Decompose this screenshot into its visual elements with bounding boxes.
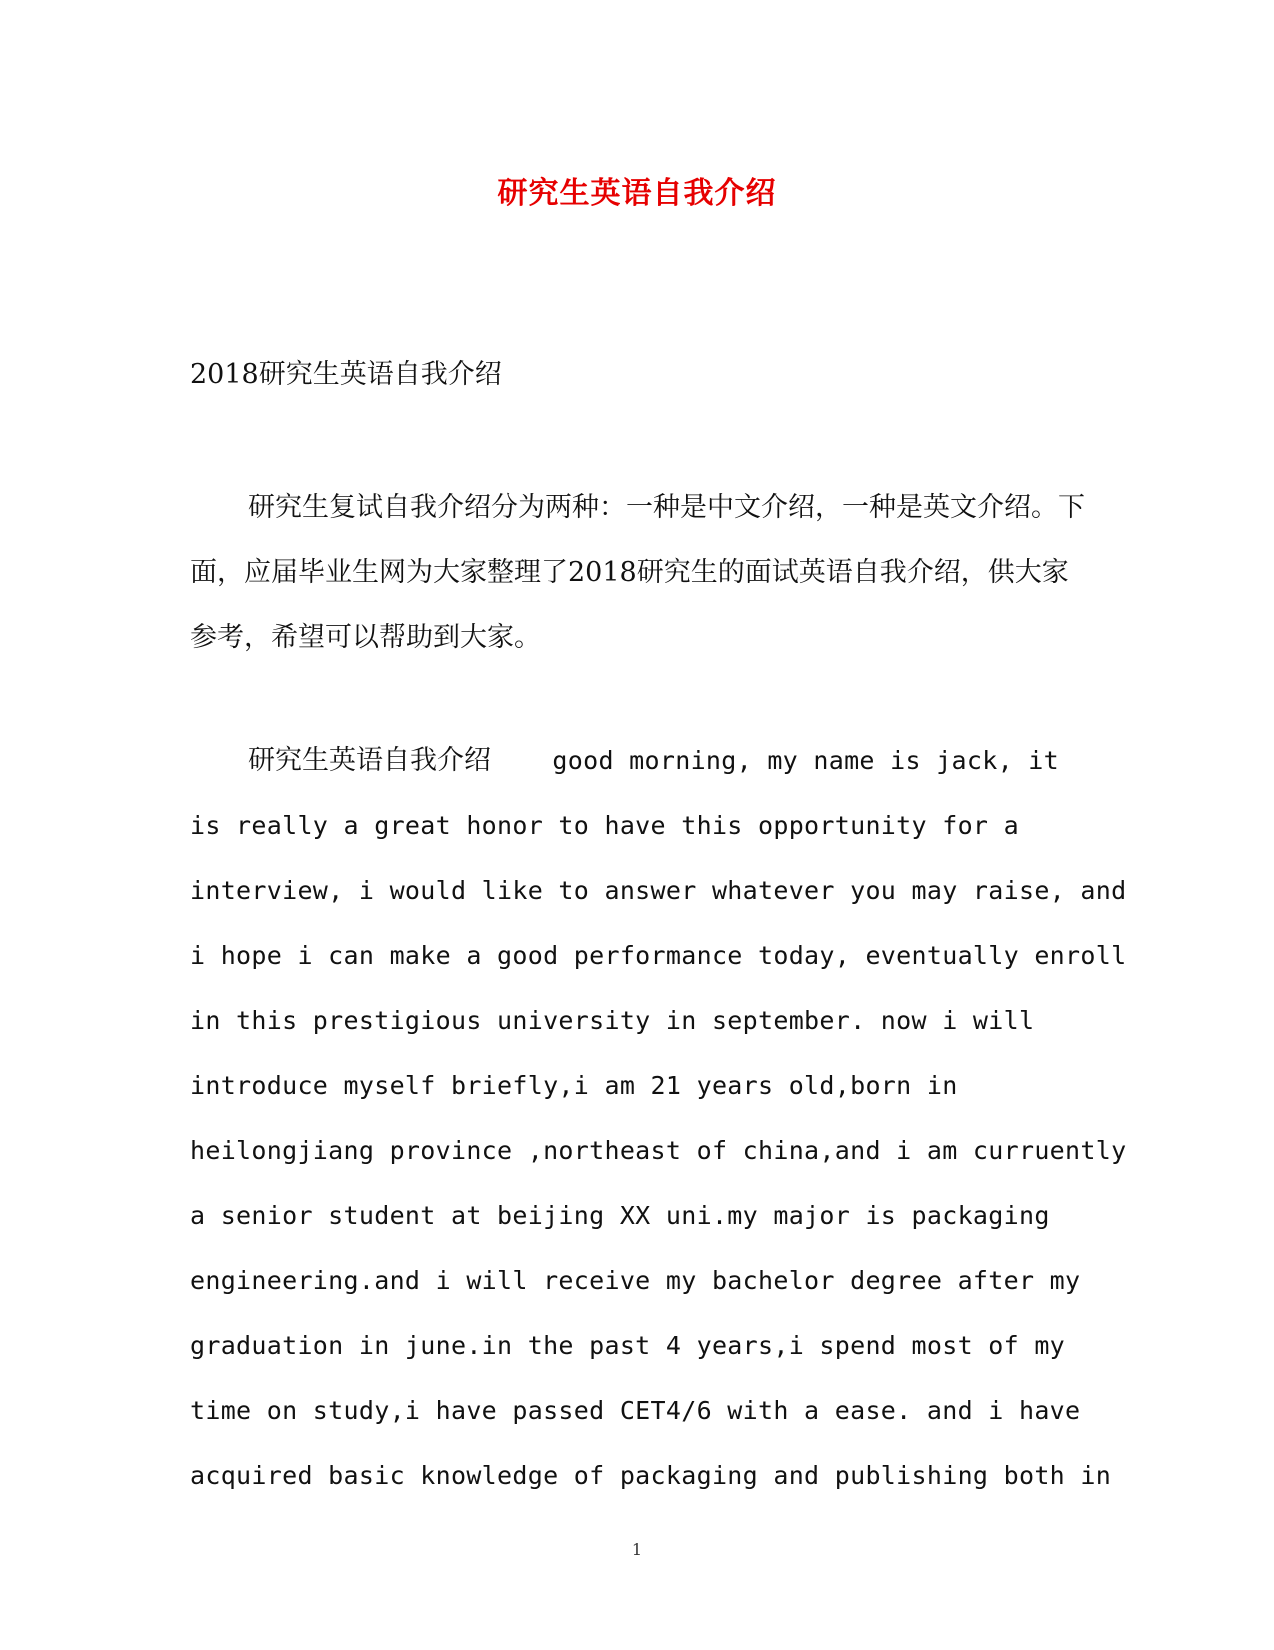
english-line: engineering.and i will receive my bachelor degree after my xyxy=(190,1266,1081,1295)
english-line: interview, i would like to answer whatever you may raise, and xyxy=(190,876,1127,905)
english-section-heading: 研究生英语自我介绍 xyxy=(248,745,491,776)
english-line: time on study,i have passed CET4/6 with a ease. and i have xyxy=(190,1396,1081,1425)
english-line: is really a great honor to have this opportunity for a xyxy=(190,811,1019,840)
english-line: heilongjiang province ,northeast of china,and i am curruently xyxy=(190,1136,1127,1165)
english-line: graduation in june.in the past 4 years,i spend most of my xyxy=(190,1331,1066,1360)
english-intro-paragraph xyxy=(190,728,1127,1508)
english-line-text: good morning, my name is jack, it xyxy=(552,746,1059,775)
english-line xyxy=(190,728,1090,793)
document-title: 研究生英语自我介绍 xyxy=(497,176,777,211)
english-line: i hope i can make a good performance today, eventually enroll xyxy=(190,941,1127,970)
document-subtitle: 2018研究生英语自我介绍 xyxy=(190,359,502,390)
intro-paragraph: 研究生复试自我介绍分为两种：一种是中文介绍，一种是英文介绍。下面，应届毕业生网为大家整理了2018研究生的面试英语自我介绍，供大家参考，希望可以帮助到大家。 xyxy=(190,492,1085,653)
english-line: acquired basic knowledge of packaging and publishing both in xyxy=(190,1461,1112,1490)
english-line: a senior student at beijing XX uni.my major is packaging xyxy=(190,1201,1050,1230)
english-line: introduce myself briefly,i am 21 years old,born in xyxy=(190,1071,958,1100)
english-line: in this prestigious university in september. now i will xyxy=(190,1006,1035,1035)
page-number: 1 xyxy=(631,1540,643,1559)
